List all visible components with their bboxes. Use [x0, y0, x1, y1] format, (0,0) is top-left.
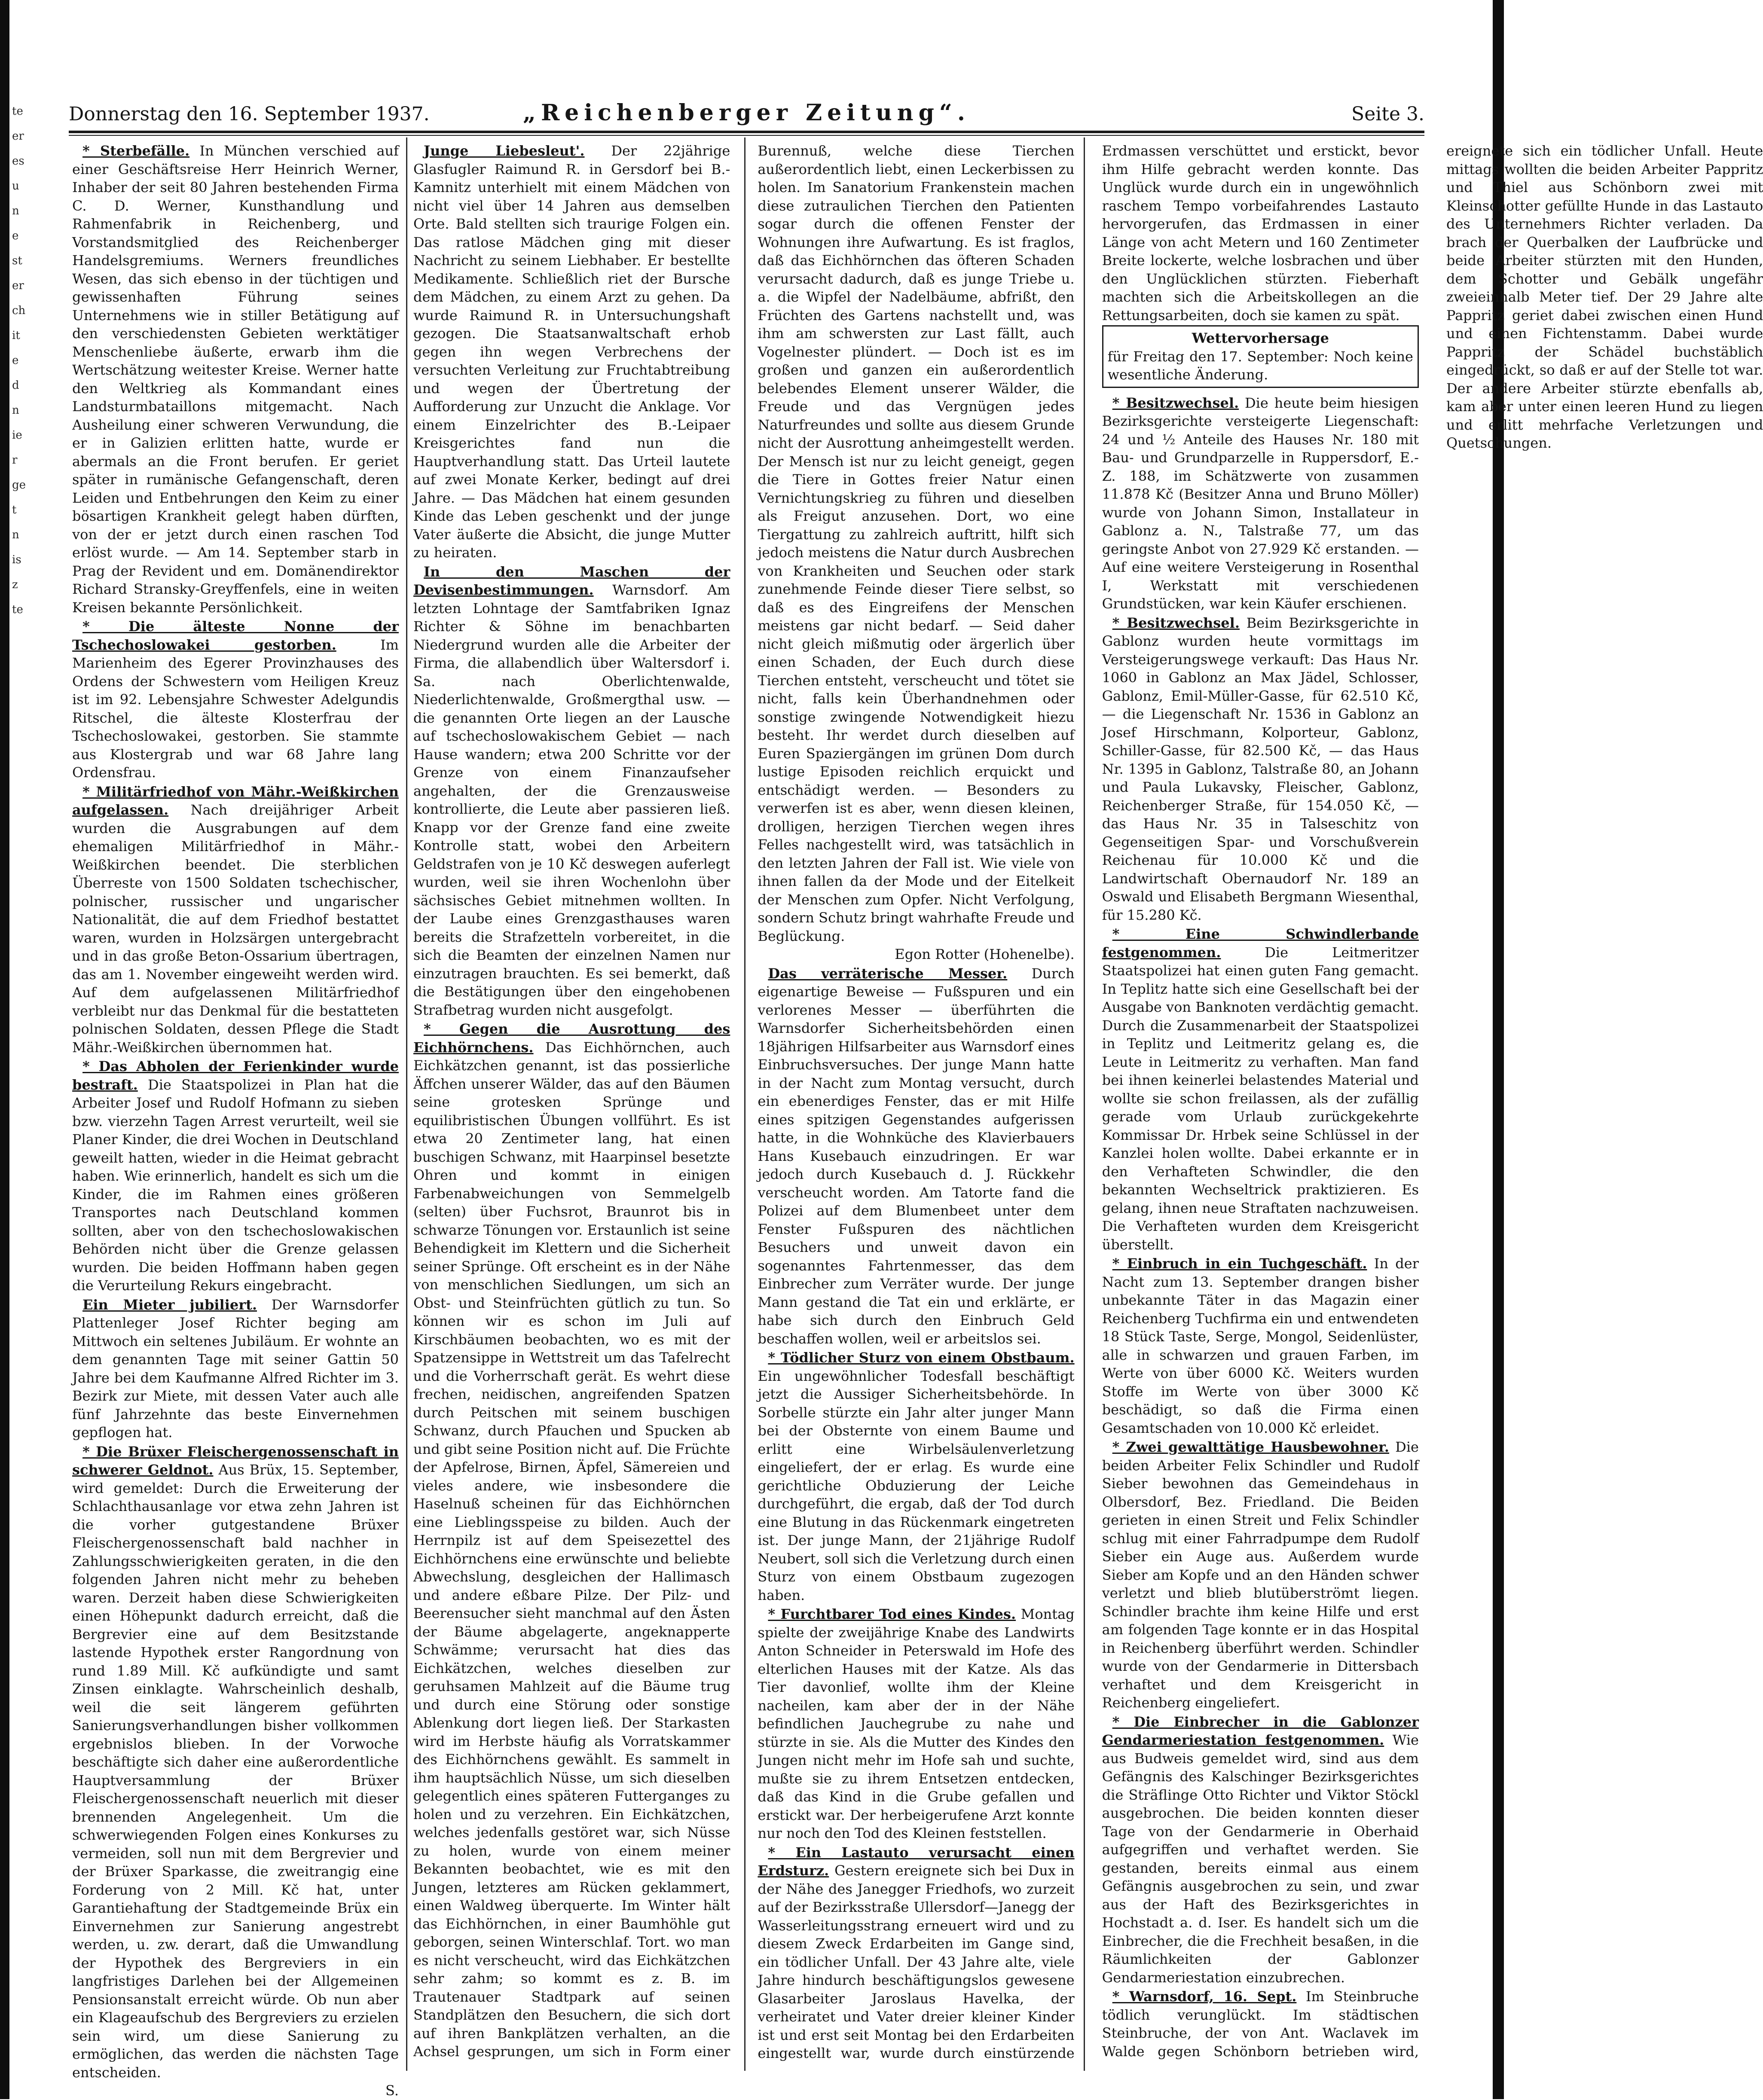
article-body: In der Nacht zum 13. September drangen bisher unbekannte Täter in das Magazin einer Reichenberg Tuchfirma ein und entwendeten 18 Stück Taste, Serge, Mongol, Seidenlüster, alle in schwarzen und grauen Farben, im Werte von über 6000 Kč. Weiters wurden Stoffe im Werte von über 3000 Kč beschädigt, so daß die Firma einen Gesamtschaden von 10.000 Kč erleidet. [1102, 1255, 1419, 1436]
article-paragraph [1102, 1713, 1419, 1987]
article-headline: * Tödlicher Sturz von einem Obstbaum. [768, 1349, 1075, 1366]
column-1 [72, 142, 399, 2099]
scan-edge-left [0, 0, 9, 2099]
article-paragraph [758, 1349, 1074, 1604]
article-paragraph [1102, 614, 1419, 925]
article-headline: * Furchtbarer Tod eines Kindes. [768, 1606, 1016, 1622]
article-headline: Junge Liebesleut'. [424, 143, 585, 159]
article-paragraph [72, 783, 399, 1057]
article-headline: * Einbruch in ein Tuchgeschäft. [1112, 1255, 1367, 1272]
article-body: Nach dreijähriger Arbeit wurden die Ausgrabungen auf dem ehemaligen Militärfriedhof in Mähr.-Weißkirchen beendet. Die sterblichen Überreste von 1500 Soldaten tschechischer, polnischer, russischer und ungarischer Nationalität, die auf dem Friedhof bestattet waren, wurden in Holzsärgen untergebracht und in das große Beton-Ossarium übertragen, das am 1. November eingeweiht werden wird. Auf dem aufgelassenen Militärfriedhof verbleibt nur das Denkmal für die bestatteten polnischen Soldaten, dessen Pflege die Stadt Mähr.-Weißkirchen übernommen hat. [72, 802, 399, 1056]
article-headline: * Die Einbrecher in die Gablonzer Gendarmeriestation festgenommen. [1102, 1713, 1419, 1748]
article-headline: In den Maschen der Devisenbestimmungen. [413, 563, 730, 598]
article-body: Aus Brüx, 15. September, wird gemeldet: Durch die Erweiterung der Schlachthausanlage vor etwa zehn Jahren ist die vorher gutgestandene Brüxer Fleischergenossenschaft bald nachher in Zahlungsschwierigkeiten geraten, in die den folgenden Jahren nicht mehr zu beheben waren. Derzeit haben diese Schwierigkeiten einen Höhepunkt dadurch erreicht, daß die Bergrevier eine auf dem Besitzstande lastende Hypothek erster Rangordnung von rund 1.89 Mill. Kč aufkündigte und samt Zinsen einklagte. Wahrscheinlich deshalb, weil die seit längerem geführten Sanierungsverhandlungen bisher vollkommen ergebnislos blieben. In der Vorwoche beschäftigte sich daher eine außerordentliche Hauptversammlung der Brüxer Fleischergenossenschaft neuerlich mit dieser brennenden Angelegenheit. Um die schwerwiegenden Folgen eines Konkurses zu vermeiden, soll nun mit dem Bergrevier und der Brüxer Sparkasse, die zweitrangig eine Forderung von 2 Mill. Kč hat, unter Garantiehaftung der Stadtgemeinde Brüx ein Einvernehmen zur Sanierung angestrebt werden, u. zw. derart, daß die Umwandlung der Hypothek des Bergreviers in ein langfristiges Darlehen bei der Allgemeinen Pensionsanstalt erreicht würde. Ob nun aber ein Klageaufschub des Bergreviers zu erzielen sein wird, um diese Sanierung zu ermöglichen, das werden die nächsten Tage entscheiden. [72, 1462, 399, 2081]
article-body: Warnsdorf. Am letzten Lohntage der Samtfabriken Ignaz Richter & Söhne im benachbarten Niedergrund wurden alle die Arbeiter der Firma, die allabendlich über Waltersdorf i. Sa. nach Oberlichtenwalde, Niederlichtenwalde, Großmergthal usw. — die genannten Orte liegen an der Lausche auf tschechoslowakischem Gebiet — nach Hause wandern; etwa 200 Schritte vor der Grenze von einem Finanzaufseher angehalten, der die Grenzausweise kontrollierte, die Leute aber passieren ließ. Knapp vor der Grenze fand eine zweite Kontrolle statt, wobei den Arbeitern Geldstrafen von je 10 Kč deswegen auferlegt wurden, weil sie ihren Wochenlohn über sächsisches Gebiet mitnehmen wollten. In der Laube eines Grenzgasthauses waren bereits die Strafzetteln vorbereitet, in die sich die Beamten der einzelnen Namen nur einzutragen brauchten. Es sei bemerkt, daß die Bestätigungen über den eingehobenen Strafbetrag wurden nicht ausgefolgt. [413, 582, 730, 1018]
article-headline: * Das Abholen der Ferienkinder wurde bestraft. [72, 1058, 399, 1093]
article-body: Beim Bezirksgerichte in Gablonz wurden heute vormittags im Versteigerungswege verkauft: Das Haus Nr. 1060 in Gablonz an Max Jädel, Schlosser, Gablonz, Emil-Müller-Gasse, für 62.510 Kč, — die Liegenschaft Nr. 1536 in Gablonz an Josef Hirschmann, Kolporteur, Gablonz, Schiller-Gasse, für 82.500 Kč, — das Haus Nr. 1395 in Gablonz, Talstraße 80, an Johann und Paula Lukavsky, Fleischer, Gablonz, Reichenberger Straße, für 154.050 Kč, — das Haus Nr. 35 in Talseschitz von Gegenseitigen Spar- und Vorschußverein Reichenau für 10.000 Kč und die Landwirtschaft Obernaudorf Nr. 189 an Oswald und Elisabeth Bergmann Wiesenthal, für 15.280 Kč. [1102, 614, 1419, 923]
article-paragraph [758, 1605, 1074, 1843]
article-headline: * Besitzwechsel. [1112, 614, 1240, 631]
article-headline: * Warnsdorf, 16. Sept. [1112, 1988, 1297, 2005]
article-body: Wie aus Budweis gemeldet wird, sind aus dem Gefängnis des Kalschinger Bezirksgerichtes die Sträflinge Otto Richter und Viktor Stöckl ausgebrochen. Die beiden konnten dieser Tage von der Gendarmerie in Oberhaid aufgegriffen und verhaftet werden. Sie gestanden, bereits einmal aus einem Gefängnis ausgebrochen zu sein, und zwar aus der Haft des Bezirksgerichtes in Hochstadt a. d. Iser. Es handelt sich um die Einbrecher, die die Frechheit besaßen, in die Räumlichkeiten der Gablonzer Gendarmeriestation einzubrechen. [1102, 1732, 1419, 1986]
article-paragraph [413, 563, 730, 1019]
article-body: Gestern ereignete sich bei Dux in der Nähe des Janegger Friedhofs, wo zurzeit auf der Bezirksstraße Ullersdorf—Janegg der Wasserleitungsstrang erneuert wird und zu diesem Zweck Erdarbeiten im Gange sind, ein tödlicher Unfall. Der 43 Jahre alte, viele Jahre hindurch beschäftigungslos gewesene Glasarbeiter Jaroslaus Havelka, der verheiratet und Vater dreier kleiner Kinder ist und erst seit Montag bei den Erdarbeiten eingestellt war, wurde durch einstürzende Erdmassen verschüttet und erstickt, bevor ihm Hilfe gebracht werden konnte. Das Unglück wurde durch ein in ungewöhnlich raschem Tempo vorbeifahrendes Lastauto hervorgerufen, das Erdmassen in einer Länge von acht Metern und 160 Zentimeter Breite lockerte, welche losbrachen und über den Unglücklichen stürzten. Fieberhaft machten sich die Arbeitskollegen an die Rettungsarbeiten, doch sie kamen zu spät. [758, 143, 1419, 2061]
article-paragraph [413, 142, 730, 562]
article-signature: Egon Rotter (Hohenelbe). [895, 946, 1075, 962]
article-signature: S. [385, 2082, 399, 2099]
article-body: Durch eigenartige Beweise — Fußspuren und ein verlorenes Messer — überführten die Warnsdorfer Sicherheitsbehörden einen 18jährigen Hilfsarbeiter aus Warnsdorf eines Einbruchsversuches. Der junge Mann hatte in der Nacht zum Montag versucht, durch ein ebenerdiges Fenster, das er mit Hilfe eines spitzigen Gegenstandes aufgerissen hatte, in die Wohnküche des Klavierbauers Hans Kusebauch einzudringen. Er war jedoch durch Kusebauch d. J. Rückkehr verscheucht worden. Am Tatorte fand die Polizei auf dem Blumenbeet unter dem Fenster Fußspuren des nächtlichen Besuchers und unweit davon ein sogenanntes Fahrtenmesser, das dem Einbrecher zum Verräter wurde. Der junge Mann gestand die Tat ein und erklärte, er habe sich durch den Einbruch Geld beschaffen wollen, weil er arbeitslos sei. [758, 965, 1075, 1347]
article-paragraph [1102, 1255, 1419, 1437]
article-paragraph [1102, 394, 1419, 613]
article-headline: * Die älteste Nonne der Tschechoslowakei gestorben. [72, 618, 399, 653]
article-body: Montag spielte der zweijährige Knabe des Landwirts Anton Schneider in Peterswald im Hofe des elterlichen Hauses mit der Katze. Als das Tier davonlief, wollte ihm der Kleine nacheilen, kam aber der in der Nähe befindlichen Jauchegrube zu nahe und stürzte in sie. Als die Mutter des Kindes den Jungen nicht mehr im Hofe sah und suchte, mußte sie zu ihrem Entsetzen entdecken, daß das Kind in die Grube gefallen und erstickt war. Der herbeigerufene Arzt konnte nur noch den Tod des Kleinen feststellen. [758, 1606, 1075, 1841]
article-headline: * Zwei gewalttätige Hausbewohner. [1112, 1439, 1390, 1455]
article-headline: * Besitzwechsel. [1112, 394, 1239, 411]
masthead-rule [69, 131, 1424, 133]
article-paragraph [758, 965, 1074, 1348]
article-headline: * Die Brüxer Fleischergenossenschaft in schwerer Geldnot. [72, 1443, 399, 1478]
adjacent-page-scrap: te er es u n e st er ch it e d n ie r ge t n is z te [12, 105, 26, 616]
article-paragraph [72, 1296, 399, 1442]
masthead [69, 100, 1424, 130]
article-body: Die beiden Arbeiter Felix Schindler und Rudolf Sieber bewohnen das Gemeindehaus in Olbersdorf, Bez. Friedland. Die Beiden gerieten in einen Streit und Felix Schindler schlug mit einer Fahrradpumpe dem Rudolf Sieber ein Auge aus. Außerdem wurde Sieber am Kopfe und an den Händen schwer verletzt und blieb blutüberströmt liegen. Schindler brachte ihm keine Hilfe und erst am folgenden Tage konnte er in das Hospital in Reichenberg überführt werden. Schindler wurde von der Gendarmerie in Dittersbach verhaftet und dem Kreisgericht in Reichenberg eingeliefert. [1102, 1439, 1419, 1711]
masthead-rule-thin [69, 135, 1424, 136]
article-headline: * Ein Lastauto verursacht einen Erdsturz. [758, 1844, 1075, 1879]
article-headline: * Militärfriedhof von Mähr.-Weißkirchen aufgelassen. [72, 783, 399, 818]
article-paragraph [72, 1443, 399, 2100]
weather-forecast-text: für Freitag den 17. September: Noch keine wesentliche Änderung. [1107, 348, 1413, 383]
article-paragraph [72, 617, 399, 782]
article-body: Der Warnsdorfer Plattenleger Josef Richter beging am Mittwoch ein seltenes Jubiläum. Er wohnte an dem genannten Tage mit seiner Gattin 50 Jahre bei dem Kaufmanne Alfred Richter im 3. Bezirk zur Miete, mit dessen Vater auch alle fünf Jahrzehnte das beste Einvernehmen gepflogen hat. [72, 1296, 399, 1441]
article-body: Im Marienheim des Egerer Provinzhauses des Ordens der Schwestern vom Heiligen Kreuz ist im 92. Lebensjahre Schwester Adelgundis Ritschel, die älteste Klosterfrau der Tschechoslowakei, gestorben. Sie stammte aus Klostergrab und war 68 Jahre lang Ordensfrau. [72, 636, 399, 781]
article-headline: * Eine Schwindlerbande festgenommen. [1102, 926, 1419, 961]
article-body: Im Steinbruche tödlich verunglückt. Im städtischen Steinbruche, der von Ant. Waclavek im Walde gegen Schönborn betrieben wird, ereignete sich ein tödlicher Unfall. Heute mittags wollten die beiden Arbeiter Pappritz und Thiel aus Schönborn zwei mit Kleinschotter gefüllte Hunde in das Lastauto des Unternehmers Richter verladen. Da brach der Querbalken der Laufbrücke und beide Arbeiter stürzten mit den Hunden, dem Schotter und Gebälk ungefähr zweieinhalb Meter tief. Der 29 Jahre alte Pappritz geriet dabei zwischen einen Hund und einen Fichtenstamm. Dabei wurde Pappritz der Schädel buchstäblich eingedrückt, so daß er auf der Stelle tot war. Der andere Arbeiter stürzte ebenfalls ab, kam aber unter einen leeren Hund zu liegen und erlitt mehrfache Verletzungen und Quetschungen. [1102, 143, 1763, 2060]
article-paragraph [1102, 1438, 1419, 1712]
article-body: Der 22jährige Glasfugler Raimund R. in Gersdorf bei B.-Kamnitz unterhielt mit einem Mädchen von nicht viel über 14 Jahren aus demselben Orte. Bald stellten sich traurige Folgen ein. Das ratlose Mädchen ging mit dieser Nachricht zu seinem Liebhaber. Er bestellte Medikamente. Schließlich riet der Bursche dem Mädchen, zu einem Arzt zu gehen. Da wurde Raimund R. in Untersuchungshaft gezogen. Die Staatsanwaltschaft erhob gegen ihn wegen Verbrechens der versuchten Verleitung zur Fruchtabtreibung und wegen der Übertretung der Aufforderung zur Unzucht die Anklage. Vor einem Einzelrichter des B.-Leipaer Kreisgerichtes fand nun die Hauptverhandlung statt. Das Urteil lautete auf zwei Monate Kerker, bedingt auf drei Jahre. — Das Mädchen hat einem gesunden Kinde das Leben geschenkt und der junge Vater äußerte die Absicht, die junge Mutter zu heiraten. [413, 143, 730, 561]
article-headline: Ein Mieter jubiliert. [82, 1296, 257, 1313]
column-divider-1 [406, 137, 407, 2071]
weather-forecast-title: Wettervorhersage [1192, 330, 1329, 346]
article-headline: Das verräterische Messer. [768, 965, 1008, 982]
article-body: Ein ungewöhnlicher Todesfall beschäftigt jetzt die Aussiger Sicherheitsbehörde. In Sorbelle stürzte ein Jahr alter junger Mann bei der Obsternte von einem Baume und erlitt eine Wirbelsäulenverletzung eingeliefert, der er erlag. Es wurde eine gerichtliche Obduzierung der Leiche durchgeführt, die ergab, daß der Tod durch eine Blutung in das Rückenmark eingetreten ist. Der junge Mann, der 21jährige Rudolf Neubert, soll sich die Verletzung durch einen Sturz von einem Obstbaum zugezogen haben. [758, 1367, 1075, 1603]
article-paragraph [1102, 925, 1419, 1254]
article-body: Das Eichhörnchen, auch Eichkätzchen genannt, ist das possierliche Äffchen unserer Wälder, das auf den Bäumen seine grotesken Sprünge und equilibristischen Übungen vollführt. Es ist etwa 20 Zentimeter lang, hat einen buschigen Schwanz, mit Haarpinsel besetzte Ohren und kommt in einigen Farbenabweichungen von Semmelgelb (selten) über Fuchsrot, Braunrot bis in schwarze Tönungen vor. Erstaunlich ist seine Behendigkeit im Klettern und die Sicherheit seiner Sprünge. Oft erscheint es in der Nähe von menschlichen Siedlungen, um sich an Obst- und Steinfrüchten gütlich zu tun. So können wir es schon im Juli auf Kirschbäumen beobachten, wo es mit der Spatzensippe in Wettstreit um das Tafelrecht und die Vorherrschaft gerät. Es wehrt diese frechen, neidischen, angreifenden Spatzen durch Peitschen mit seinem buschigen Schwanz, durch Pfauchen und Spucken ab und gibt seine Position nicht auf. Die Früchte der Apfelrose, Birnen, Äpfel, Sämereien und vieles andere, wie insbesondere die Haselnuß scheinen für das Eichhörnchen eine Lieblingsspeise zu bilden. Auch der Herrnpilz ist auf dem Speisezettel des Eichhörnchens eine erwünschte und beliebte Abwechslung, desgleichen der Hallimasch und andere eßbare Pilze. Der Pilz- und Beerensucher sieht manchmal auf den Ästen der Bäume abgelagerte, angeknapperte Schwämme; verursacht hat dies das Eichkätzchen, welches dieselben zur geruhsamen Mahlzeit auf die Bäume trug und durch eine Störung oder sonstige Ablenkung dort liegen ließ. Der Starkasten wird im Herbste häufig als Vorratskammer des Eichhörnchens gewählt. Es sammelt in ihm hauptsächlich Nüsse, um sich dieselben gelegentlich eines späteren Futterganges zu holen und zu verzehren. Ein Eichkätzchen, welches jedenfalls gestöret war, sich Nüsse zu holen, wurde von einem meiner Bekannten beobachtet, wie es mit den Jungen, letzteres am Rücken geklammert, einen Waldweg überquerte. Im Winter hält das Eichhörnchen, in einer Baumhöhle gut geborgen, seinen Winterschlaf. Tort. wo man es nicht verscheucht, wird das Eichkätzchen sehr zahm; so kommt es z. B. im Trautenauer Stadtpark auf seinen Standplätzen den Besuchern, die sich dort auf ihren Bankplätzen verhalten, an die Achsel gesprungen, um sich in Form einer Burennuß, welche diese Tierchen außerordentlich liebt, einen Leckerbissen zu holen. Im Sanatorium Frankenstein machen diese zutraulichen Tierchen den Patienten sogar durch die offenen Fenster der Wohnungen ihre Aufwartung. Es ist fraglos, daß das Eichhörnchen das öfteren Schaden verursacht dadurch, daß es junge Triebe u. a. die Wipfel der Nadelbäume, abfrißt, den Früchten des Gartens nachstellt und, was ihm am schwersten zur Last fällt, auch Vogelnester plündert. — Doch ist es im großen und ganzen ein außerordentlich belebendes Element unserer Wälder, die Freude und das Vergnügen jedes Naturfreundes und sollte aus diesem Grunde nicht der Ausrottung anheimgestellt werden. Der Mensch ist nur zu leicht geneigt, gegen die Tiere in Gottes freier Natur einen Vernichtungskrieg zu führen und dieselben als Freigut anzusehen. Dort, wo eine Tiergattung zu zahlreich auftritt, hilft sich jedoch meistens die Natur durch Ausbrechen von Krankheiten und Seuchen oder stark zunehmende Feinde dieser Tiere selbst, so daß es des Eingreifens der Menschen meistens gar nicht bedarf. — Seid daher nicht gleich mißmutig oder ärgerlich über einen Schaden, der Euch durch diese Tierchen entsteht, verscheucht und tötet sie nicht, falls kein Überhandnehmen oder sonstige zwingende Notwendigkeit hiezu besteht. Ihr werdet durch dieselben auf Euren Spaziergängen im grünen Dom durch lustige Episoden reichlich erquickt und entschädigt werden. — Besonders zu verwerfen ist es aber, wenn diesen kleinen, drolligen, herzigen Tierchen wegen ihres Felles nachgestellt wird, was tatsächlich in den letzten Jahren der Fall ist. Wie viele von ihnen fallen da der Mode und der Eitelkeit der Menschen zum Opfer. Nicht Verfolgung, sondern Schutz bringt wahrhafte Freude und Beglückung. [413, 143, 1075, 2060]
article-paragraph [72, 142, 399, 617]
article-paragraph [72, 1057, 399, 1295]
newspaper-title: „Reichenberger Zeitung“. [523, 100, 970, 126]
issue-date: Donnerstag den 16. September 1937. [69, 103, 430, 125]
article-body: Die Staatspolizei in Plan hat die Arbeiter Josef und Rudolf Hofmann zu sieben bzw. vierzehn Tagen Arrest verurteilt, weil sie Planer Kinder, die drei Wochen in Deutschland geweilt hatten, wieder in die Heimat gebracht haben. Wie erinnerlich, handelt es sich um die Kinder, die im Rahmen eines größeren Transportes nach Deutschland kommen sollten, aber von den tschechoslowakischen Behörden nicht über die Grenze gelassen wurden. Die beiden Hoffmann haben gegen die Verurteilung Rekurs eingebracht. [72, 1076, 399, 1294]
page-number: Seite 3. [1351, 103, 1424, 125]
article-body: Die Leitmeritzer Staatspolizei hat einen guten Fang gemacht. In Teplitz hatte sich eine Gesellschaft bei der Ausgabe von Banknoten verdächtig gemacht. Durch die Zusammenarbeit der Staatspolizei in Teplitz und Leitmeritz gelang es, die Leute in Leitmeritz zu verhaften. Man fand bei ihnen keinerlei belastendes Material und wollte sie schon freilassen, als der zufällig gerade vom Urlaub zurückgekehrte Kommissar Dr. Hrbek seine Schlüssel in der Kanzlei holen wollte. Dabei erkannte er in den Verhafteten Schwindler, die den bekannten Wechseltrick praktizieren. Es gelang, ihnen neue Straftaten nachzuweisen. Die Verhafteten wurden dem Kreisgericht überstellt. [1102, 944, 1419, 1253]
article-headline: * Gegen die Ausrottung des Eichhörnchens. [413, 1021, 730, 1056]
article-body: In München verschied auf einer Geschäftsreise Herr Heinrich Werner, Inhaber der seit 80 Jahren bestehenden Firma C. D. Werner, Kunsthandlung und Rahmenfabrik in Reichenberg, und Vorstandsmitglied des Reichenberger Handelsgremiums. Werners freundliches Wesen, das sich ebenso in der tüchtigen und gewissenhaften Führung seines Unternehmens wie in stiller Betätigung auf den verschiedensten Gebieten werktätiger Menschenliebe äußerte, erwarb ihm die Wertschätzung weitester Kreise. Werner hatte den Weltkrieg als Kommandant eines Landsturmbataillons mitgemacht. Nach Ausheilung einer schweren Verwundung, die er in Galizien erlitten hatte, wurde er abermals an die Front berufen. Er geriet später in rumänische Gefangenschaft, deren Leiden und Entbehrungen den Keim zu einer bösartigen Krankheit gelegt haben dürften, von der er jetzt durch einen raschen Tod erlöst wurde. — Am 14. September starb in Prag der Revident und em. Domänendirektor Richard Stransky-Greyffenfels, eine in weiten Kreisen bekannte Persönlichkeit. [72, 143, 399, 616]
columns-2-4 [413, 142, 1763, 2066]
weather-forecast-box [1102, 325, 1419, 388]
article-body: Die heute beim hiesigen Bezirksgerichte versteigerte Liegenschaft: 24 und ½ Anteile des Hauses Nr. 180 mit Bau- und Grundparzelle in Ruppersdorf, E.-Z. 188, im Schätzwerte von zusammen 11.878 Kč (Besitzer Anna und Bruno Möller) wurde von Johann Simon, Installateur in Gablonz a. N., Talstraße 77, um das geringste Anbot von 27.929 Kč erstanden. — Auf eine weitere Versteigerung in Rosenthal I, Werkstatt mit verschiedenen Grundstücken, war kein Käufer erschienen. [1102, 394, 1419, 612]
article-headline: * Sterbefälle. [82, 143, 190, 159]
